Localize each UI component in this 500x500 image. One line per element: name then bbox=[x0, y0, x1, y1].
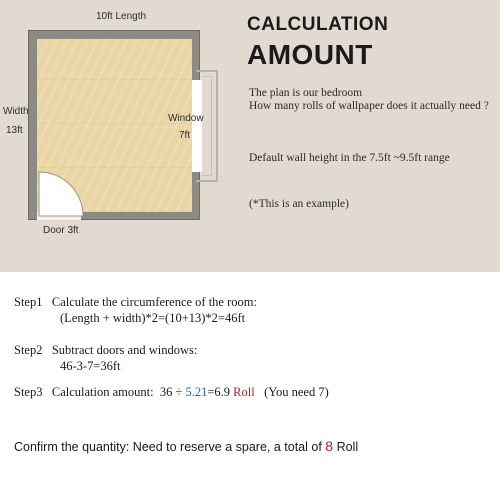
door-label: Door 3ft bbox=[43, 225, 79, 236]
intro-line-2: How many rolls of wallpaper does it actually need ? bbox=[249, 100, 489, 112]
window-label: Window bbox=[168, 113, 204, 124]
door-swing-icon bbox=[35, 168, 85, 218]
width-value-label: 13ft bbox=[6, 125, 23, 136]
step1-row bbox=[14, 294, 257, 310]
intro-line-4: (*This is an example) bbox=[249, 198, 349, 210]
width-label: Width bbox=[3, 106, 29, 117]
confirm-row bbox=[14, 438, 358, 454]
step2-text: Subtract doors and windows: bbox=[51, 343, 198, 357]
step2-formula: 46-3-7=36ft bbox=[60, 359, 121, 373]
window-value-label: 7ft bbox=[179, 130, 191, 141]
step3-number: 36 ÷ bbox=[159, 385, 183, 399]
step3-divisor: 5.21 bbox=[185, 385, 208, 399]
length-label: 10ft Length bbox=[96, 11, 147, 22]
window-inner-frame bbox=[202, 76, 212, 176]
step1-text: Calculate the circumference of the room: bbox=[51, 295, 257, 309]
confirm-text: Confirm the quantity: Need to reserve a spare, a total of bbox=[14, 440, 322, 454]
step2-label: Step2 bbox=[14, 343, 43, 357]
title-amount: AMOUNT bbox=[247, 39, 373, 70]
step2-row bbox=[14, 342, 197, 358]
intro-line-3: Default wall height in the 7.5ft ~9.5ft range bbox=[249, 152, 450, 164]
step3-row bbox=[14, 384, 329, 400]
confirm-count: 8 bbox=[325, 438, 334, 454]
step1-label: Step1 bbox=[14, 295, 43, 309]
step3-text: Calculation amount: bbox=[51, 385, 154, 399]
step1-formula: (Length + width)*2=(10+13)*2=46ft bbox=[60, 311, 246, 325]
step3-label: Step3 bbox=[14, 385, 43, 399]
step3-unit: Roll bbox=[233, 385, 255, 399]
step3-result: =6.9 bbox=[207, 385, 231, 399]
step3-note: (You need 7) bbox=[264, 385, 329, 399]
intro-line-1: The plan is our bedroom bbox=[249, 87, 363, 99]
confirm-unit: Roll bbox=[336, 440, 359, 454]
title-calculation: CALCULATION bbox=[247, 14, 389, 35]
